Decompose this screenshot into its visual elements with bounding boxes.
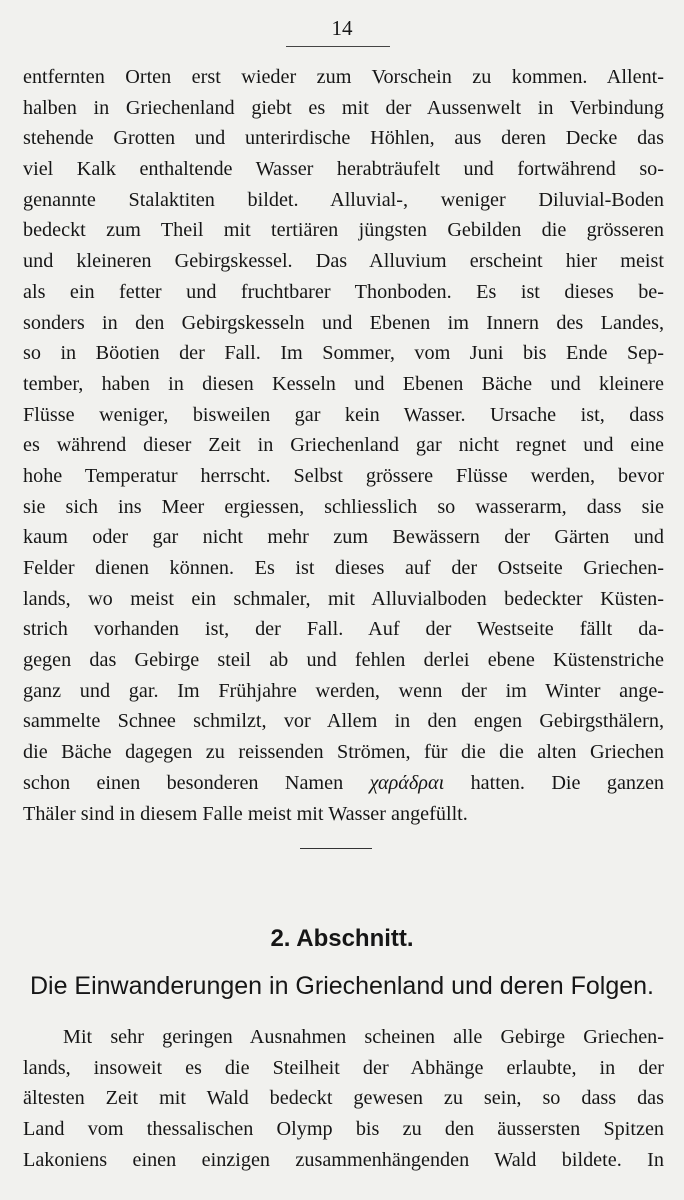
header-rule: [286, 46, 390, 47]
paragraph-1: [23, 62, 664, 829]
paragraph-1-last-line: Thäler sind in diesem Falle meist mit Wasser angefüllt.: [23, 802, 468, 825]
paragraph-1-line: stehende Grotten und unterirdische Höhlen, aus deren Decke das: [23, 127, 664, 150]
paragraph-2-line: Mit sehr geringen Ausnahmen scheinen alle Gebirge Griechen-: [63, 1026, 664, 1048]
paragraph-1-line: genannte Stalaktiten bildet. Alluvial-, weniger Diluvial-Boden: [23, 188, 664, 211]
section-number: 2. Abschnitt.: [270, 925, 414, 952]
paragraph-1-line: entfernten Orten erst wieder zum Vorschein zu kommen. Allent-: [23, 66, 664, 88]
greek-line-after: hatten. Die ganzen: [470, 771, 665, 794]
paragraph-2-line: lands, insoweit es die Steilheit der Abhänge erlaubte, in der: [23, 1056, 664, 1079]
section-title: Die Einwanderungen in Griechenland und deren Folgen.: [29, 972, 655, 1000]
paragraph-1-line: halben in Griechenland giebt es mit der Aussenwelt in Verbindung: [23, 96, 664, 119]
paragraph-1-line: sie sich ins Meer ergiessen, schliesslich so wasserarm, dass sie: [23, 495, 664, 518]
paragraph-1-line: bedeckt zum Theil mit tertiären jüngsten Gebilden die grösseren: [23, 219, 664, 242]
paragraph-1-line: und kleineren Gebirgskessel. Das Alluvium erscheint hier meist: [23, 250, 664, 273]
paragraph-1-line: die Bäche dagegen zu reissenden Strömen, für die die alten Griechen: [23, 741, 664, 764]
paragraph-2-line: Land vom thessalischen Olymp bis zu den äussersten Spitzen: [23, 1118, 664, 1141]
paragraph-2: [23, 1022, 664, 1175]
paragraph-1-greek-line: [23, 768, 664, 799]
paragraph-1-line: es während dieser Zeit in Griechenland gar nicht regnet und eine: [23, 434, 664, 457]
paragraph-1-line: sonders in den Gebirgskesseln und Ebenen im Innern des Landes,: [23, 311, 664, 334]
paragraph-1-line: viel Kalk enthaltende Wasser herabträufelt und fortwährend so-: [23, 158, 664, 181]
paragraph-2-line: Lakoniens einen einzigen zusammenhängenden Wald bildete. In: [23, 1148, 664, 1171]
paragraph-1-line: tember, haben in diesen Kesseln und Ebenen Bäche und kleinere: [23, 372, 664, 395]
paragraph-1-line: so in Böotien der Fall. Im Sommer, vom Juni bis Ende Sep-: [23, 342, 664, 365]
paragraph-1-line: als ein fetter und fruchtbarer Thonboden. Es ist dieses be-: [23, 280, 664, 303]
greek-line-before: schon einen besonderen Namen: [23, 771, 344, 794]
paragraph-1-line: Flüsse weniger, bisweilen gar kein Wasser. Ursache ist, dass: [23, 403, 664, 426]
paragraph-1-line: lands, wo meist ein schmaler, mit Alluvialboden bedeckter Küsten-: [23, 587, 664, 610]
paragraph-2-line: ältesten Zeit mit Wald bedeckt gewesen zu sein, so dass das: [23, 1087, 664, 1110]
page-number: 14: [331, 16, 353, 40]
paragraph-1-line: sammelte Schnee schmilzt, vor Allem in den engen Gebirgsthälern,: [23, 710, 664, 733]
paragraph-1-line: ganz und gar. Im Frühjahre werden, wenn der im Winter ange-: [23, 679, 664, 702]
paragraph-1-line: hohe Temperatur herrscht. Selbst grössere Flüsse werden, bevor: [23, 464, 664, 487]
section-separator-rule: [300, 848, 372, 849]
paragraph-1-line: strich vorhanden ist, der Fall. Auf der Westseite fällt da-: [23, 618, 664, 641]
paragraph-1-line: gegen das Gebirge steil ab und fehlen derlei ebene Küstenstriche: [23, 649, 664, 672]
greek-term: χαράδραι: [369, 771, 445, 794]
paragraph-1-line: kaum oder gar nicht mehr zum Bewässern der Gärten und: [23, 526, 664, 549]
paragraph-1-line: Felder dienen können. Es ist dieses auf der Ostseite Griechen-: [23, 557, 664, 579]
